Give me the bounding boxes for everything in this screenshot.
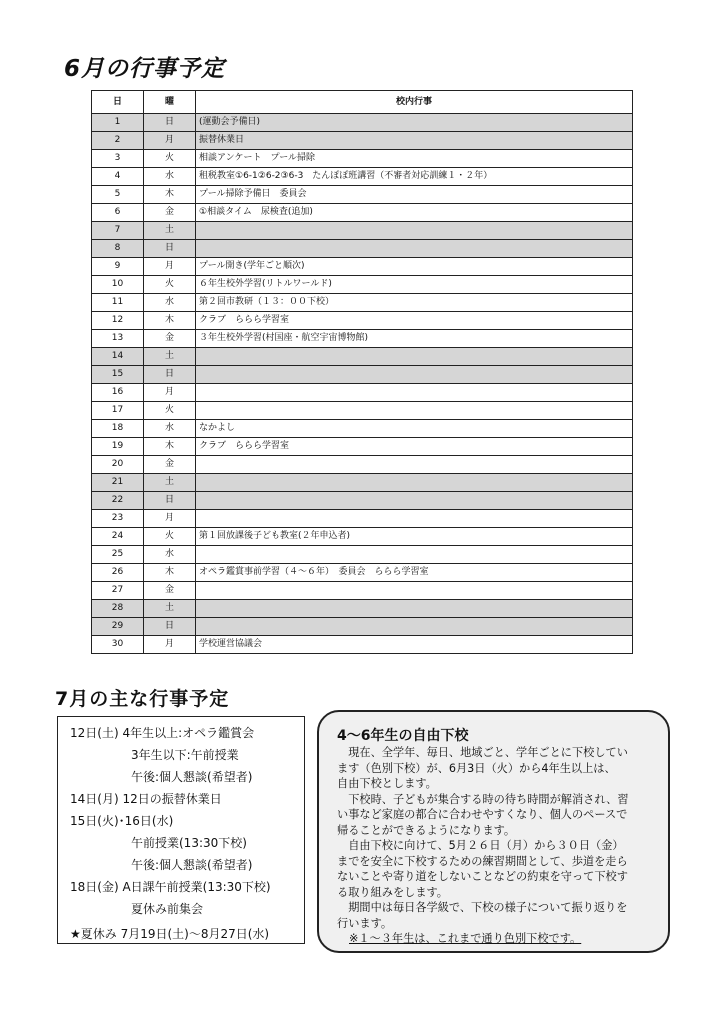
row-event: [196, 510, 633, 528]
table-row: [92, 168, 633, 186]
row-day: 19: [92, 438, 144, 456]
july-line: 3年生以下:午前授業: [131, 748, 239, 762]
june-schedule-table: [91, 90, 633, 654]
july-line: 夏休み前集会: [131, 902, 204, 916]
row-event: [196, 240, 633, 258]
row-event: ①相談タイム 尿検査(追加): [196, 204, 633, 222]
row-event: 学校運営協議会: [196, 636, 633, 654]
row-day: 5: [92, 186, 144, 204]
table-row: [92, 222, 633, 240]
row-day: 28: [92, 600, 144, 618]
row-day: 16: [92, 384, 144, 402]
row-dow: 金: [144, 204, 196, 222]
notice-line: 期間中は毎日各学級で、下校の様子について振り返りを: [337, 901, 628, 914]
row-dow: 金: [144, 582, 196, 600]
notice-line: 行います。: [337, 916, 393, 930]
row-event: [196, 366, 633, 384]
row-dow: 水: [144, 294, 196, 312]
row-day: 12: [92, 312, 144, 330]
table-row: [92, 204, 633, 222]
row-day: 2: [92, 132, 144, 150]
row-dow: 日: [144, 114, 196, 132]
table-row: [92, 618, 633, 636]
header-events: 校内行事: [196, 91, 633, 114]
row-day: 4: [92, 168, 144, 186]
row-dow: 土: [144, 348, 196, 366]
row-dow: 月: [144, 258, 196, 276]
row-day: 26: [92, 564, 144, 582]
table-row: [92, 600, 633, 618]
table-row: [92, 636, 633, 654]
row-day: 21: [92, 474, 144, 492]
row-dow: 土: [144, 600, 196, 618]
row-day: 3: [92, 150, 144, 168]
row-day: 18: [92, 420, 144, 438]
july-line: 14日(月) 12日の振替休業日: [70, 792, 222, 806]
row-event: 振替休業日: [196, 132, 633, 150]
row-event: ３年生校外学習(村国座・航空宇宙博物館): [196, 330, 633, 348]
row-event: [196, 492, 633, 510]
table-row: [92, 330, 633, 348]
row-dow: 月: [144, 636, 196, 654]
notice-line: ないことや寄り道をしないことなどの約束を守って下校す: [337, 870, 628, 883]
table-row: [92, 294, 633, 312]
row-dow: 金: [144, 456, 196, 474]
row-dow: 月: [144, 132, 196, 150]
june-title: 6月の行事予定: [64, 56, 226, 82]
table-row: [92, 564, 633, 582]
row-day: 8: [92, 240, 144, 258]
row-event: プール掃除予備日 委員会: [196, 186, 633, 204]
summer-vacation-line: ★夏休み 7月19日(土)～8月27日(水): [70, 927, 270, 941]
notice-line: 帰ることができるようになります。: [337, 823, 516, 837]
row-event: クラブ ららら学習室: [196, 312, 633, 330]
table-header-row: [92, 91, 633, 114]
row-event: [196, 222, 633, 240]
row-dow: 月: [144, 384, 196, 402]
notice-line: い事など家庭の都合に合わせやすくなり、個人のペースで: [337, 808, 628, 821]
row-event: [196, 402, 633, 420]
table-row: [92, 402, 633, 420]
row-day: 30: [92, 636, 144, 654]
july-line: 12日(土) 4年生以上:オペラ鑑賞会: [70, 726, 255, 740]
row-dow: 火: [144, 402, 196, 420]
row-event: [196, 348, 633, 366]
notice-line: 下校時、子どもが集合する時の待ち時間が解消され、習: [337, 792, 629, 806]
table-row: [92, 366, 633, 384]
row-day: 7: [92, 222, 144, 240]
row-dow: 火: [144, 528, 196, 546]
table-row: [92, 348, 633, 366]
row-day: 11: [92, 294, 144, 312]
row-day: 29: [92, 618, 144, 636]
row-day: 24: [92, 528, 144, 546]
row-day: 13: [92, 330, 144, 348]
row-day: 23: [92, 510, 144, 528]
row-day: 25: [92, 546, 144, 564]
row-dow: 日: [144, 492, 196, 510]
row-event: [196, 618, 633, 636]
row-event: [196, 474, 633, 492]
notice-line: 自由下校とします。: [337, 777, 437, 790]
row-dow: 土: [144, 222, 196, 240]
row-event: 相談アンケート プール掃除: [196, 150, 633, 168]
row-dow: 木: [144, 312, 196, 330]
table-row: [92, 276, 633, 294]
notice-title: 4～6年生の自由下校: [337, 728, 469, 744]
notice-line: 現在、全学年、毎日、地域ごと、学年ごとに下校してい: [337, 746, 628, 759]
row-dow: 木: [144, 564, 196, 582]
table-row: [92, 510, 633, 528]
row-dow: 火: [144, 276, 196, 294]
row-day: 17: [92, 402, 144, 420]
row-day: 20: [92, 456, 144, 474]
table-row: [92, 582, 633, 600]
row-dow: 水: [144, 546, 196, 564]
row-dow: 金: [144, 330, 196, 348]
row-day: 6: [92, 204, 144, 222]
table-row: [92, 474, 633, 492]
table-row: [92, 114, 633, 132]
table-row: [92, 492, 633, 510]
table-row: [92, 258, 633, 276]
row-event: [196, 582, 633, 600]
row-event: (運動会予備日): [196, 114, 633, 132]
row-dow: 木: [144, 438, 196, 456]
row-dow: 火: [144, 150, 196, 168]
row-event: 第１回放課後子ども教室(２年申込者): [196, 528, 633, 546]
row-event: [196, 384, 633, 402]
row-event: [196, 456, 633, 474]
header-dow: 曜: [144, 91, 196, 114]
table-row: [92, 312, 633, 330]
table-row: [92, 456, 633, 474]
notice-line: までを安全に下校するための練習期間として、歩道を走ら: [337, 854, 628, 868]
row-day: 9: [92, 258, 144, 276]
row-event: [196, 546, 633, 564]
row-day: 10: [92, 276, 144, 294]
table-row: [92, 528, 633, 546]
row-event: プール開き(学年ごと順次): [196, 258, 633, 276]
row-event: ６年生校外学習(リトルワールド): [196, 276, 633, 294]
july-line: 15日(火)･16日(水): [70, 814, 174, 828]
row-event: [196, 600, 633, 618]
notice-line: ます（色別下校）が、6月3日（火）から4年生以上は、: [337, 761, 616, 775]
row-dow: 水: [144, 168, 196, 186]
july-line: 午後:個人懇談(希望者): [131, 770, 253, 784]
row-event: オペラ鑑賞事前学習（４～６年） 委員会 ららら学習室: [196, 564, 633, 582]
row-day: 27: [92, 582, 144, 600]
row-event: 租税教室①6-1②6-2③6-3 たんぽぽ班講習（不審者対応訓練１・２年）: [196, 168, 633, 186]
notice-line: 自由下校に向けて、5月２６日（月）から３０日（金）: [337, 839, 624, 852]
row-dow: 土: [144, 474, 196, 492]
row-dow: 月: [144, 510, 196, 528]
row-day: 22: [92, 492, 144, 510]
row-event: クラブ ららら学習室: [196, 438, 633, 456]
header-day: 日: [92, 91, 144, 114]
row-day: 15: [92, 366, 144, 384]
table-row: [92, 150, 633, 168]
row-event: なかよし: [196, 420, 633, 438]
free-dismissal-notice: [317, 710, 670, 953]
table-row: [92, 420, 633, 438]
table-row: [92, 186, 633, 204]
notice-footnote: ※１～３年生は、これまで通り色別下校です。: [349, 932, 582, 945]
row-dow: 日: [144, 366, 196, 384]
table-row: [92, 438, 633, 456]
july-line: 午後:個人懇談(希望者): [131, 858, 253, 872]
table-row: [92, 546, 633, 564]
row-day: 14: [92, 348, 144, 366]
notice-line: る取り組みをします。: [337, 885, 448, 899]
table-row: [92, 132, 633, 150]
july-line: 午前授業(13:30下校): [131, 836, 247, 850]
row-day: 1: [92, 114, 144, 132]
table-row: [92, 384, 633, 402]
table-row: [92, 240, 633, 258]
row-dow: 日: [144, 618, 196, 636]
row-dow: 木: [144, 186, 196, 204]
july-events-box: [57, 716, 305, 944]
row-event: 第２回市教研（１３：００下校）: [196, 294, 633, 312]
july-line: 18日(金) A日課午前授業(13:30下校): [70, 880, 271, 894]
row-dow: 水: [144, 420, 196, 438]
july-title: 7月の主な行事予定: [55, 688, 230, 710]
row-dow: 日: [144, 240, 196, 258]
